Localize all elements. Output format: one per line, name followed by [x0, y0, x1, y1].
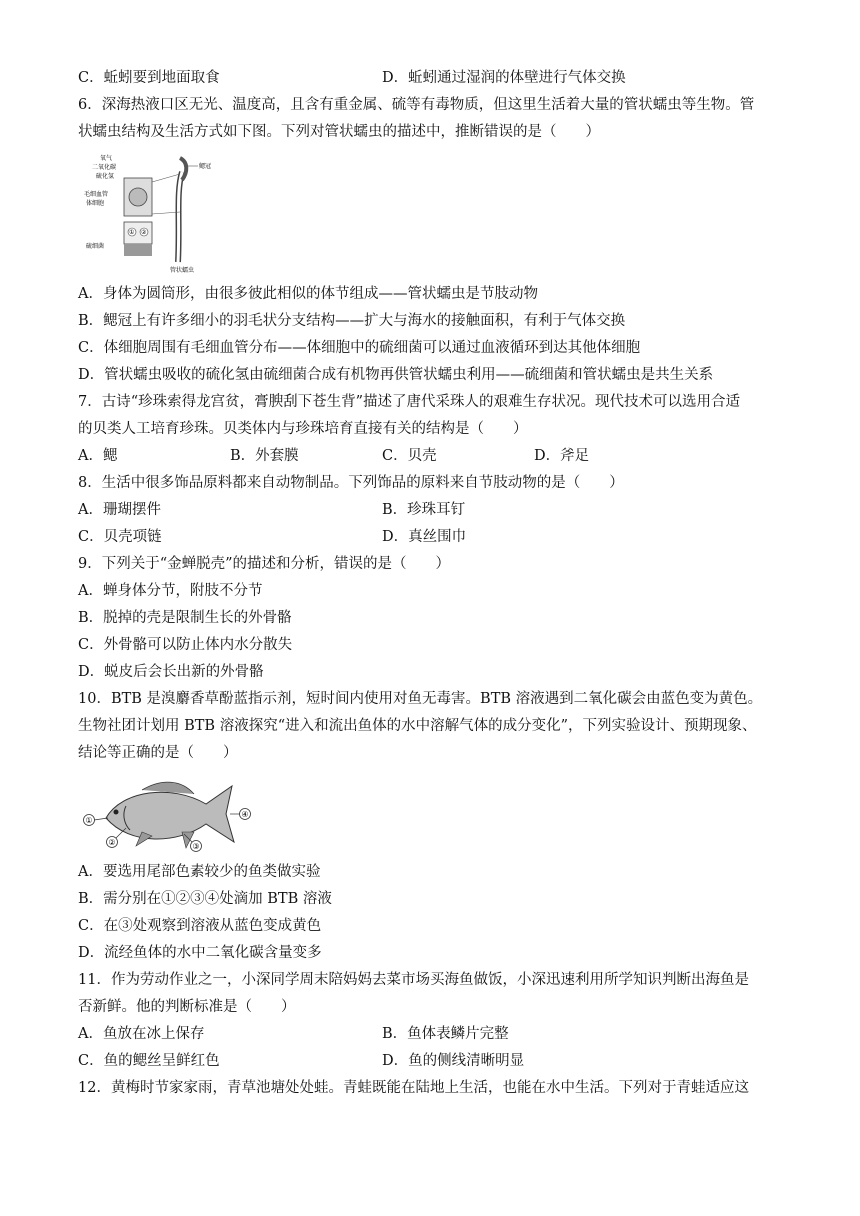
fish-label-2: ② — [108, 838, 116, 847]
q12-stem-line-1: 12．黄梅时节家家雨，青草池塘处处蛙。青蛙既能在陆地上生活，也能在水中生活。下列对于青蛙适应这 — [78, 1080, 749, 1096]
figure-label-h2s: 硫化氢 — [96, 173, 115, 180]
q8-option-a: A．珊瑚摆件 — [78, 502, 161, 518]
q6-option-a: A．身体为圆筒形，由很多彼此相似的体节组成——管状蠕虫是节肢动物 — [78, 286, 538, 302]
q6-option-b: B．鳃冠上有许多细小的羽毛状分支结构——扩大与海水的接触面积，有利于气体交换 — [78, 313, 626, 329]
q5-option-c: C．蚯蚓要到地面取食 — [78, 70, 220, 86]
figure-label-oxygen: 氧气 — [100, 155, 113, 162]
q8-option-b: B．珍珠耳钉 — [382, 502, 466, 518]
q9-option-d: D．蜕皮后会长出新的外骨骼 — [78, 664, 264, 680]
q6-option-c: C．体细胞周围有毛细血管分布——体细胞中的硫细菌可以通过血液循环到达其他体细胞 — [78, 340, 641, 356]
q7-stem-line-1: 7．古诗“珍珠索得龙宫贫，膏腴刮下苍生背”描述了唐代采珠人的艰难生存状况。现代技术可以选用合适 — [78, 394, 741, 410]
q7-option-c: C．贝壳 — [382, 448, 437, 464]
q7-stem-line-2: 的贝类人工培育珍珠。贝类体内与珍珠培育直接有关的结构是（ ） — [78, 421, 528, 437]
fish-label-3: ③ — [192, 842, 200, 851]
q6-stem-line-2: 状蠕虫结构及生活方式如下图。下列对管状蠕虫的描述中，推断错误的是（ ） — [78, 124, 600, 140]
q9-stem: 9．下列关于“金蝉脱壳”的描述和分析，错误的是（ ） — [78, 556, 451, 572]
q5-option-d: D．蚯蚓通过湿润的体壁进行气体交换 — [382, 70, 626, 86]
q10-stem-line-2: 生物社团计划用 BTB 溶液探究“进入和流出鱼体的水中溶解气体的成分变化”，下列实验设计、预期现象、 — [78, 718, 757, 734]
q10-stem-line-1: 10．BTB 是溴麝香草酚蓝指示剂，短时间内使用对鱼无毒害。BTB 溶液遇到二氧化碳会由蓝色变为黄色。 — [78, 691, 763, 707]
tube-worm-figure — [84, 152, 220, 274]
q7-option-b: B．外套膜 — [230, 448, 299, 464]
fish-label-1: ① — [85, 816, 93, 825]
q11-option-a: A．鱼放在冰上保存 — [78, 1026, 205, 1042]
figure-label-capillary: 毛细血管 — [84, 191, 109, 198]
q11-option-d: D．鱼的侧线清晰明显 — [382, 1053, 525, 1069]
q10-option-b: B．需分别在①②③④处滴加 BTB 溶液 — [78, 891, 332, 907]
q7-option-d: D．斧足 — [534, 448, 590, 464]
q9-option-c: C．外骨骼可以防止体内水分散失 — [78, 637, 293, 653]
q9-option-a: A．蝉身体分节，附肢不分节 — [78, 583, 263, 599]
q9-option-b: B．脱掉的壳是限制生长的外骨骼 — [78, 610, 292, 626]
q11-option-b: B．鱼体表鳞片完整 — [382, 1026, 509, 1042]
fish-label-4: ④ — [241, 810, 249, 819]
q6-stem-line-1: 6．深海热液口区无光、温度高，且含有重金属、硫等有毒物质，但这里生活着大量的管状蠕虫等生物。管 — [78, 97, 755, 113]
q7-option-a: A．鳃 — [78, 448, 118, 464]
q11-option-c: C．鱼的鳃丝呈鲜红色 — [78, 1053, 220, 1069]
figure-label-co2: 二氧化碳 — [92, 164, 117, 171]
figure-label-gill-crown: 鳃冠 — [199, 163, 212, 170]
figure-label-circle-1: ① — [129, 229, 135, 236]
figure-label-sulfur-bacteria: 硫细菌 — [86, 243, 105, 250]
q6-option-d: D．管状蠕虫吸收的硫化氢由硫细菌合成有机物再供管状蠕虫利用——硫细菌和管状蠕虫是共生关系 — [78, 367, 714, 383]
q8-option-d: D．真丝围巾 — [382, 529, 467, 545]
q10-option-a: A．要选用尾部色素较少的鱼类做实验 — [78, 864, 321, 880]
q8-stem: 8．生活中很多饰品原料都来自动物制品。下列饰品的原料来自节肢动物的是（ ） — [78, 475, 624, 491]
q10-option-c: C．在③处观察到溶液从蓝色变成黄色 — [78, 918, 322, 934]
q8-option-c: C．贝壳项链 — [78, 529, 162, 545]
fish-figure — [82, 770, 258, 856]
figure-label-body-cell: 体细胞 — [86, 200, 105, 207]
q10-stem-line-3: 结论等正确的是（ ） — [78, 745, 238, 761]
figure-label-tube-worm: 管状蠕虫 — [170, 267, 195, 274]
q11-stem-line-2: 否新鲜。他的判断标准是（ ） — [78, 999, 296, 1015]
figure-label-circle-2: ② — [141, 229, 147, 236]
q11-stem-line-1: 11．作为劳动作业之一，小深同学周末陪妈妈去菜市场买海鱼做饭，小深迅速利用所学知识判断出海鱼是 — [78, 972, 749, 988]
q10-option-d: D．流经鱼体的水中二氧化碳含量变多 — [78, 945, 322, 961]
